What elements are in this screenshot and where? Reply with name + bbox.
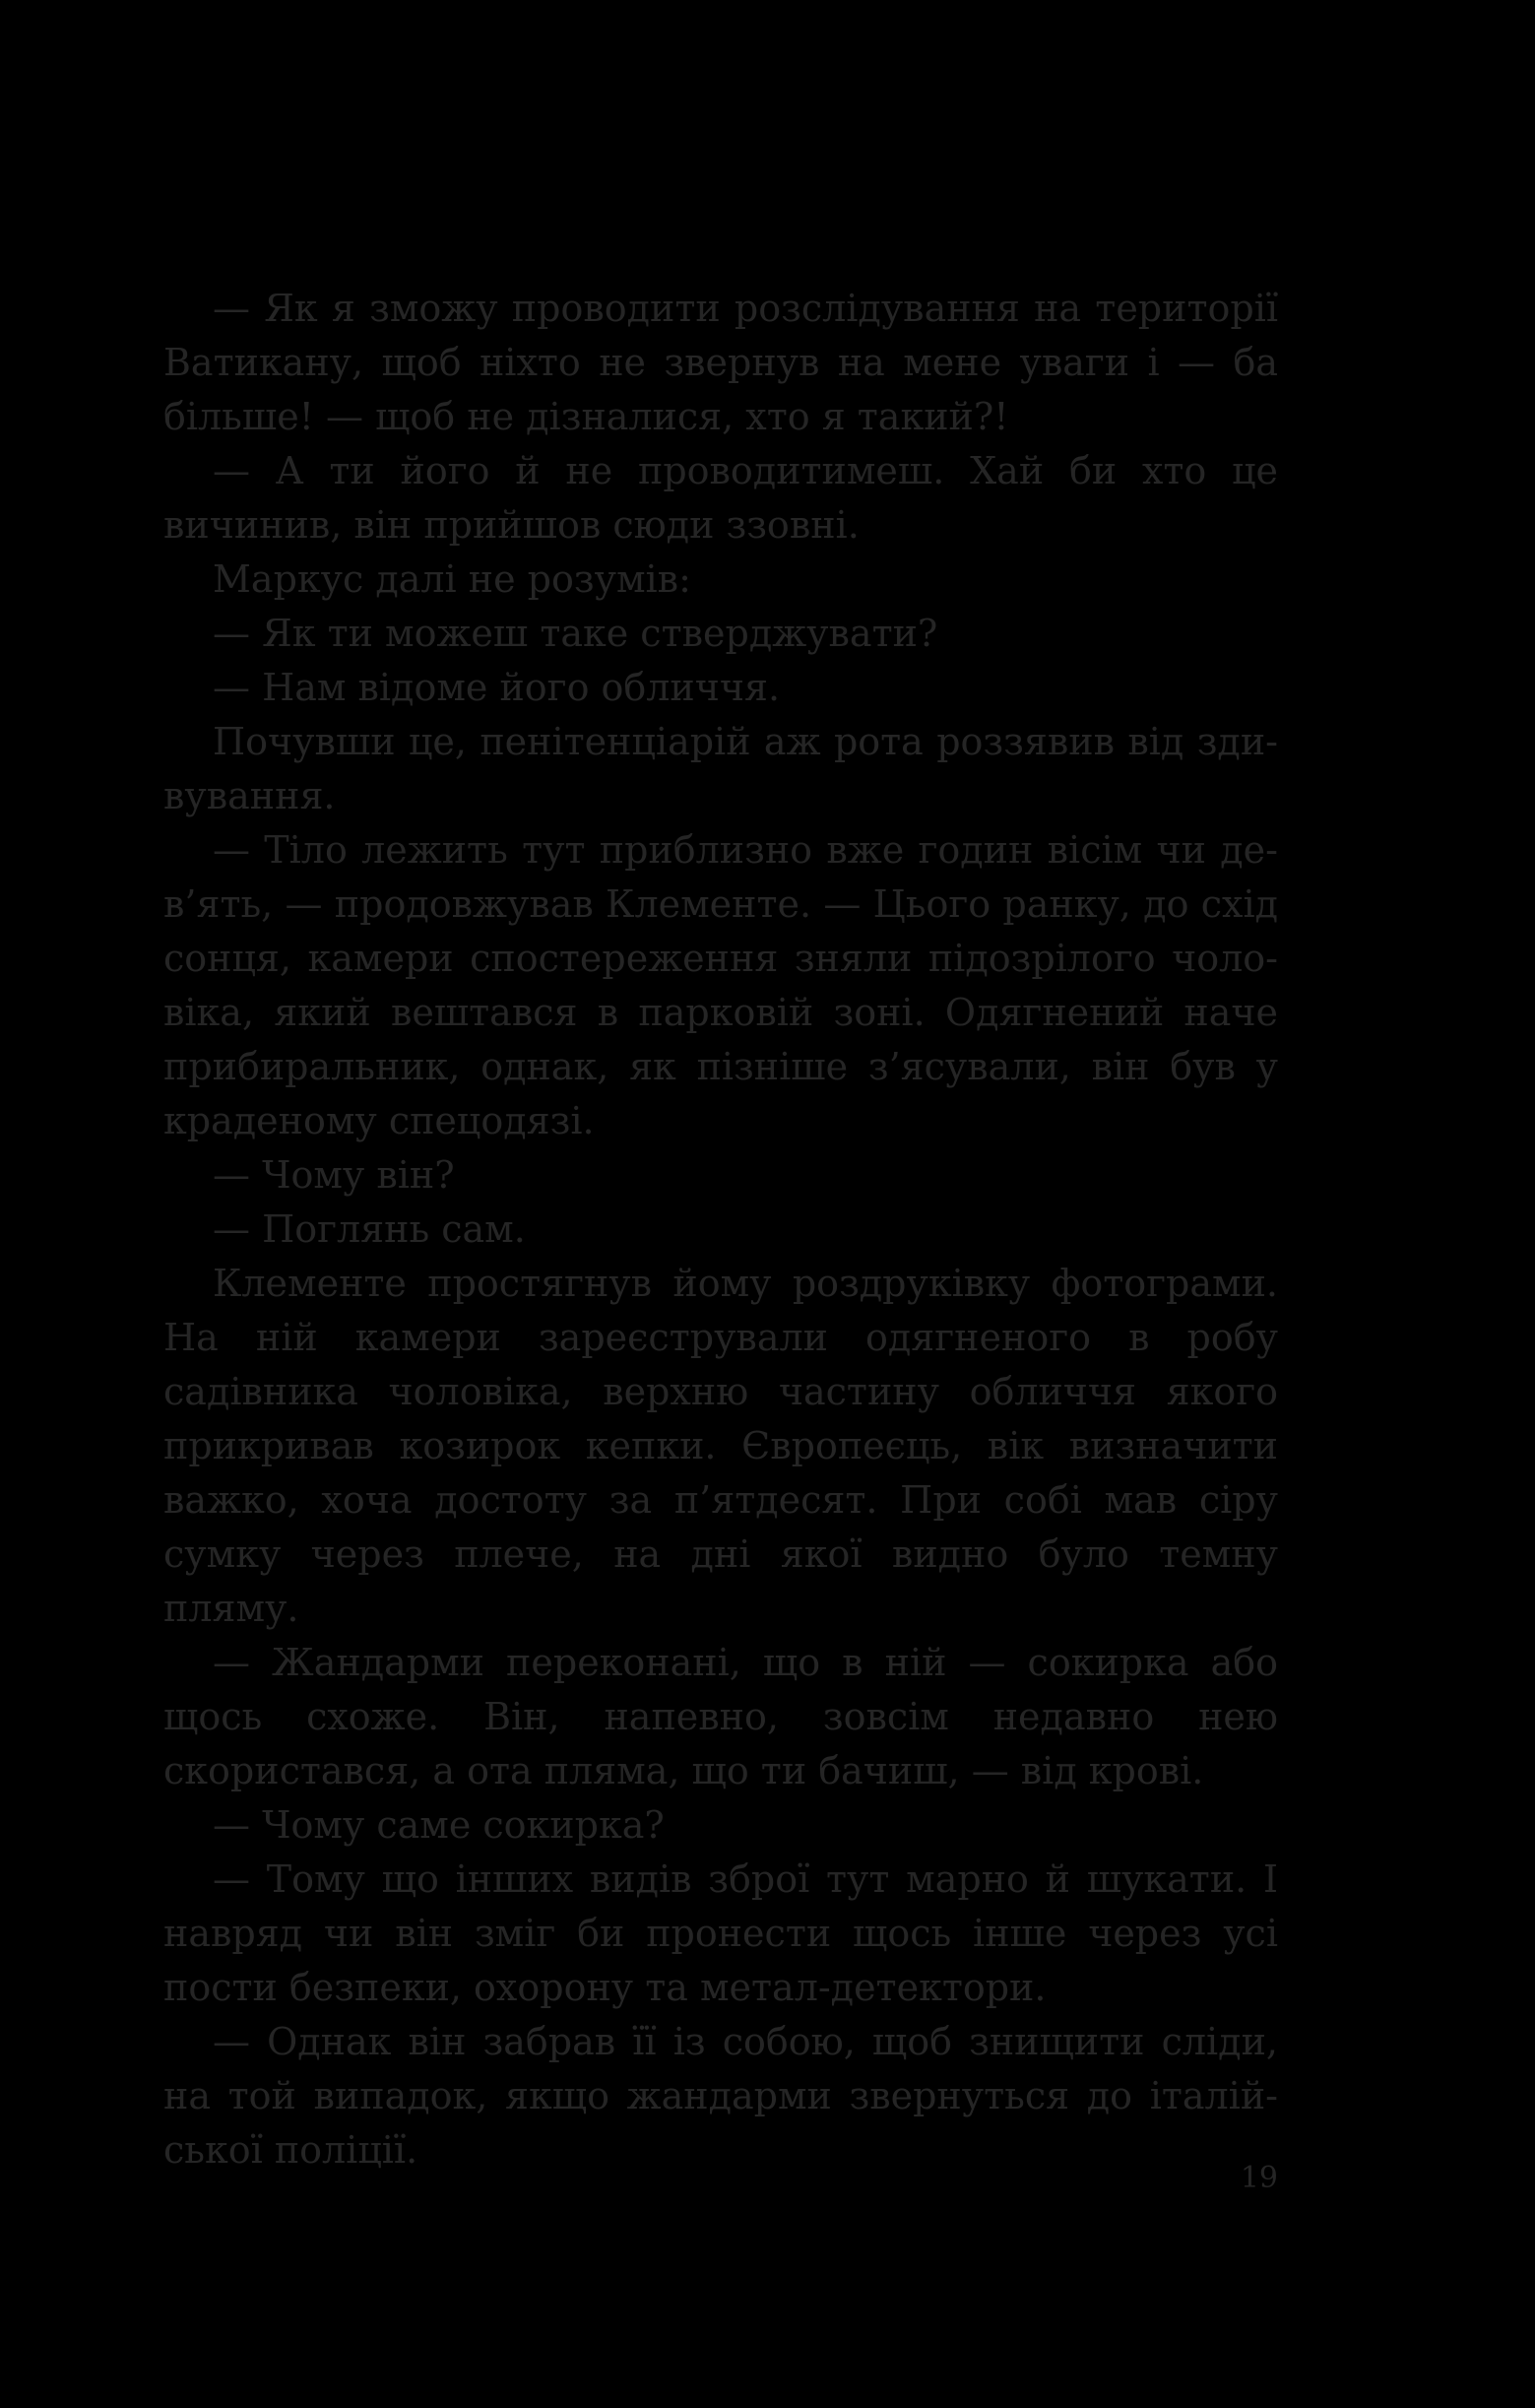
paragraph: — Як я зможу проводити розслідування на території Ватикану, щоб ніхто не звернув на мене уваги і — ба більше! — щоб не дізналися, хто я такий?! [163, 287, 1278, 438]
body-text [163, 282, 1278, 2178]
page-number: 19 [1240, 2161, 1278, 2195]
paragraph: Маркус далі не розумів: [213, 557, 691, 601]
paragraph: — Тіло лежить тут приблизно вже годин вісім чи дев’ять, — продовжував Клементе. — Цього ранку, до схід сонця, камери спостереження зняли підозрілого чоловіка, який вештався в парковій зоні. Одягнений наче прибиральник, однак, як пізніше з’ясували, він був у краденому спецодязі. [163, 828, 1278, 1142]
paragraph: — Чому він? [213, 1153, 455, 1197]
paragraph: — Однак він забрав її із собою, щоб знищити сліди, на той випадок, якщо жандарми звернуться до італійської поліції. [163, 2020, 1278, 2172]
paragraph: — Як ти можеш таке стверджувати? [213, 612, 938, 655]
paragraph: — Чому саме сокирка? [213, 1803, 665, 1847]
paragraph: — Нам відоме його обличчя. [213, 666, 781, 709]
paragraph: — Жандарми переконані, що в ній — сокирка або щось схоже. Він, напевно, зовсім недавно нею скористався, а ота пляма, що ти бачиш, — від крові. [163, 1641, 1278, 1792]
paragraph: Клементе простягнув йому роздруківку фотограми. На ній камери зареєстрували одягненого в робу садівника чоловіка, верхню частину обличчя якого прикривав козирок кепки. Європеєць, вік визначити важко, хоча достоту за п’ятдесят. При собі мав сіру сумку через плече, на дні якої видно було темну пляму. [163, 1262, 1278, 1630]
paragraph: — А ти його й не проводитимеш. Хай би хто це вичинив, він прийшов сюди ззовні. [163, 449, 1278, 547]
paragraph: — Поглянь сам. [213, 1207, 526, 1251]
paragraph: — Тому що інших видів зброї тут марно й шукати. І навряд чи він зміг би пронести щось інше через усі пости безпеки, охорону та метал-детектори. [163, 1857, 1278, 2009]
paragraph: Почувши це, пенітенціарій аж рота роззявив від здивування. [163, 720, 1278, 817]
